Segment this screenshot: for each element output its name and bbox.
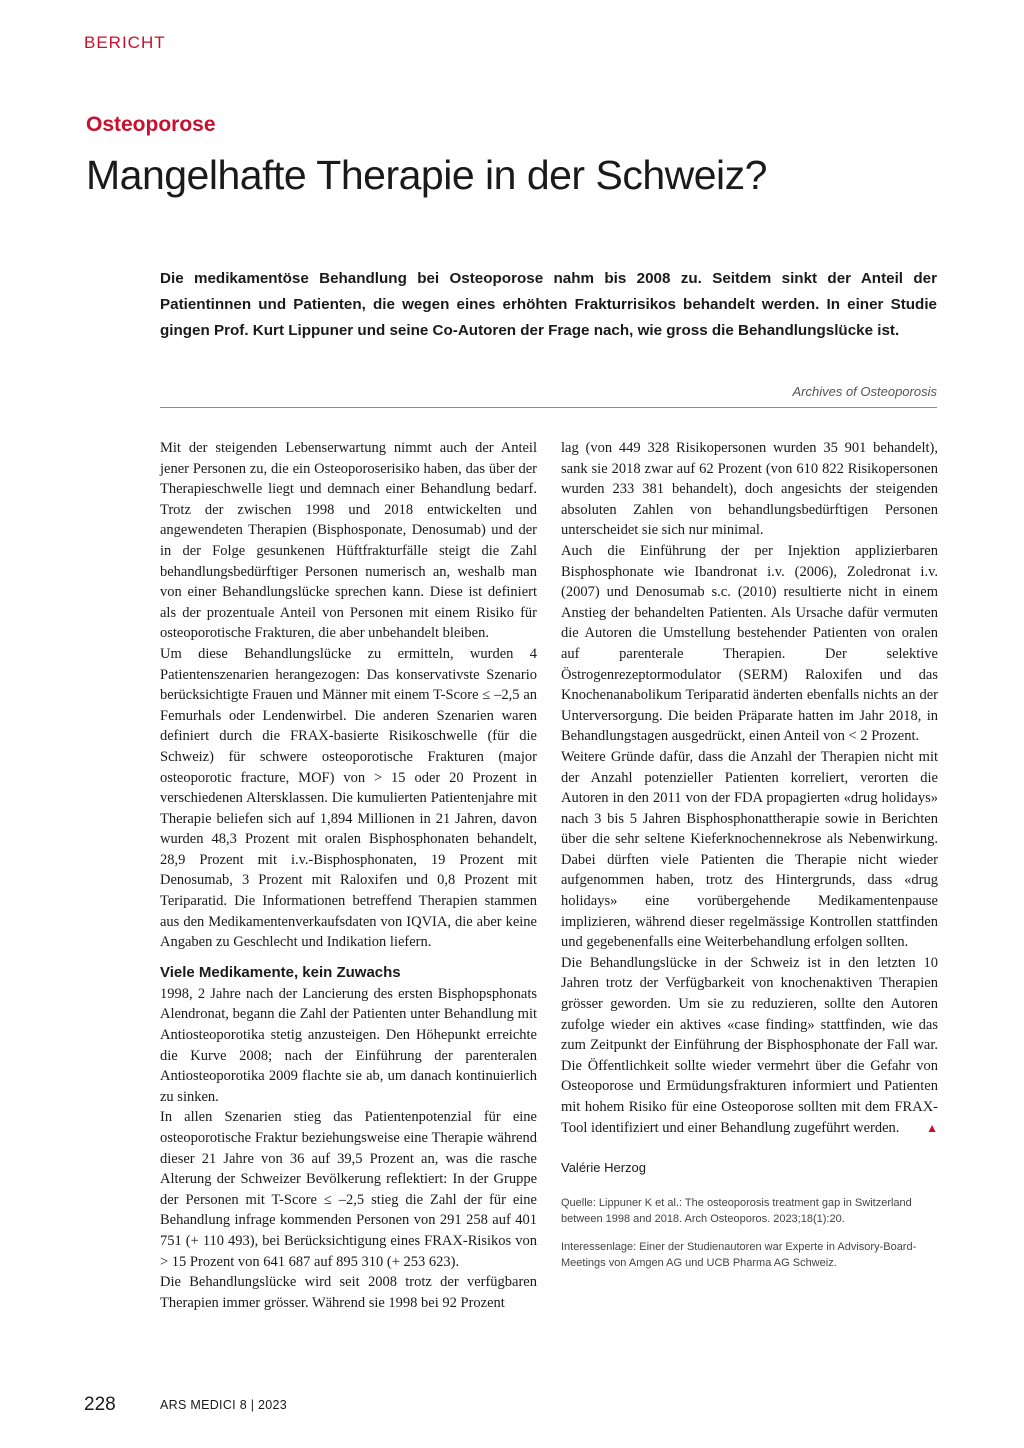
- journal-issue: ARS MEDICI 8 | 2023: [160, 1398, 288, 1412]
- page-number: 228: [84, 1394, 116, 1415]
- section-label: BERICHT: [84, 33, 166, 52]
- body-paragraph: lag (von 449 328 Risikopersonen wurden 35 901 behandelt), sank sie 2018 zwar auf 62 Prozent (von 610 822 Risikopersonen wurden 233 381 behandelt), doch angesichts der steigenden absoluten Zahlen von behandlungsbedürftigen Personen unterscheidet sie sich nur minimal.: [561, 440, 938, 539]
- author-name: Valérie Herzog: [561, 1160, 647, 1176]
- article-kicker: Osteoporose: [86, 113, 216, 136]
- body-paragraph-text: Die Behandlungslücke in der Schweiz ist in den letzten 10 Jahren trotz der Verfügbarkeit von knochenaktiven Therapien grösser geworden. Um sie zu reduzieren, sollte den Autoren zufolge wieder ein aktives «case finding» stattfinden, wie das zum Zeitpunkt der Einführung der Bisphosphonate der Fall war. Die Öffentlichkeit sollte wieder vermehrt über die Gefahr von Osteoporose und Ermüdungsfrakturen informiert und Patienten mit hohem Risiko für eine Osteoporose sollten mit dem FRAX-Tool identifiziert und einer Behandlung zugeführt werden.: [561, 954, 938, 1136]
- end-of-article-triangle-icon: ▲: [926, 1120, 938, 1135]
- left-column: [160, 438, 537, 1313]
- section-subheading: Viele Medikamente, kein Zuwachs: [160, 963, 401, 981]
- body-paragraph: Um diese Behandlungslücke zu ermitteln, wurden 4 Patientenszenarien herangezogen: Das konservativste Szenario berücksichtigte Frauen und Männer mit einem T-Score ≤ –2,5 an Femurhals oder Lendenwirbel. Die anderen Szenarien waren definiert durch die FRAX-basierte Risikoschwelle (für die Schweiz) für schwere osteoporotische Frakturen (major osteoporotic fracture, MOF) von > 15 oder 20 Prozent in verschiedenen Altersklassen. Die kumulierten Patientenjahre mit Therapie beliefen sich auf 1,894 Millionen in 21 Jahren, davon wurden 48,3 Prozent mit oralen Bisphosphonaten behandelt, 28,9 Prozent mit i.v.-Bisphosphonaten, 19 Prozent mit Denosumab, 3 Prozent mit Raloxifen und 0,8 Prozent mit Teriparatid. Die Informationen betreffend Therapien stammen aus den Medikamentenverkaufsdaten von IQVIA, die aber keine Angaben zu Geschlecht und Indikation liefern.: [160, 645, 537, 951]
- body-paragraph: 1998, 2 Jahre nach der Lancierung des ersten Bisphopsphonats Alendronat, begann die Zahl der Patienten unter Behandlung mit Antiosteoporotika stetig anzusteigen. Den Höhepunkt erreichte die Kurve 2008; nach der Einführung der parenteralen Antiosteoporotika 2009 flachte sie ab, um danach kontinuierlich zu sinken.: [160, 985, 537, 1105]
- right-column: [561, 438, 938, 1271]
- body-paragraph: Auch die Einführung der per Injektion applizierbaren Bisphosphonate wie Ibandronat i.v. (2006), Zoledronat i.v. (2007) und Denosumab s.c. (2010) resultierte nicht in einem Anstieg der behandelten Patienten. Als Ursache dafür vermuten die Autoren die Umstellung bestehender Patienten von oralen auf parenterale Therapien. Der selektive Östrogenrezeptormodulator (SERM) Raloxifen und das Knochenanabolikum Teriparatid änderten ebenfalls nichts an der Unterversorgung. Die beiden Präparate hatten im Jahr 2018, in Behandlungstagen ausgedrückt, einen Anteil von < 2 Prozent.: [561, 542, 938, 745]
- body-paragraph: In allen Szenarien stieg das Patientenpotenzial für eine osteoporotische Fraktur beziehungsweise eine Therapie während dieser 21 Jahre von 36 auf 39,5 Prozent an, was die rasche Alterung der Schweizer Bevölkerung reflektiert: In der Gruppe der Personen mit T-Score ≤ –2,5 stieg die Zahl der für eine Behandlung infrage kommenden Personen von 291 258 auf 401 751 (+ 110 493), bei Berücksichtigung eines FRAX-Risikos von > 15 Prozent von 641 687 auf 895 310 (+ 253 623).: [160, 1109, 537, 1270]
- source-journal: Archives of Osteoporosis: [792, 384, 937, 399]
- body-paragraph: Die Behandlungslücke wird seit 2008 trotz der verfügbaren Therapien immer grösser. Während sie 1998 bei 92 Prozent: [160, 1274, 537, 1311]
- article-lead: Die medikamentöse Behandlung bei Osteoporose nahm bis 2008 zu. Seitdem sinkt der Anteil der Patientinnen und Patienten, die wegen eines erhöhten Frakturrisikos behandelt werden. In einer Studie gingen Prof. Kurt Lippuner und seine Co-Autoren der Frage nach, wie gross die Behandlungslücke ist.: [160, 270, 937, 339]
- divider-rule: [160, 407, 937, 408]
- source-reference: Quelle: Lippuner K et al.: The osteoporosis treatment gap in Switzerland between 1998 and 2018. Arch Osteoporos. 2023;18(1):20.: [561, 1196, 912, 1225]
- article-title: Mangelhafte Therapie in der Schweiz?: [86, 152, 767, 198]
- conflict-of-interest-note: Interessenlage: Einer der Studienautoren war Experte in Advisory-Board-Meetings von Amgen AG und UCB Pharma AG Schweiz.: [561, 1240, 917, 1269]
- body-paragraph: Mit der steigenden Lebenserwartung nimmt auch der Anteil jener Personen zu, die ein Osteoporoserisiko haben, das über der Therapieschwelle liegt und demnach einer Behandlung bedarf. Trotz der zwischen 1998 und 2018 entwickelten und angewendeten Therapien (Bisphosponate, Denosumab) und der in der Folge gesunkenen Hüftfrakturfälle steigt die Zahl behandlungsbedürftiger Personen numerisch an, weshalb man von einer Behandlungslücke sprechen kann. Diese ist definiert als der prozentuale Anteil von Personen mit einem Risiko für osteoporotische Frakturen, die aber unbehandelt bleiben.: [160, 440, 537, 642]
- body-paragraph-final: [561, 953, 938, 1138]
- body-paragraph: Weitere Gründe dafür, dass die Anzahl der Therapien nicht mit der Anzahl potenzieller Patienten korreliert, verorten die Autoren in den 2011 von der FDA propagierten «drug holidays» nach 3 bis 5 Jahren Bisphosphonattherapie sowie in Berichten über die sehr seltene Kieferknochennekrose als Nebenwirkung. Dabei dürften viele Patienten die Therapie nicht wieder aufgenommen haben, trotz des Hintergrunds, dass «drug holidays» eine vorübergehende Medikamentenpause implizieren, während dieser regelmässige Kontrollen stattfinden und gegebenenfalls eine Weiterbehandlung erfolgen sollten.: [561, 748, 938, 951]
